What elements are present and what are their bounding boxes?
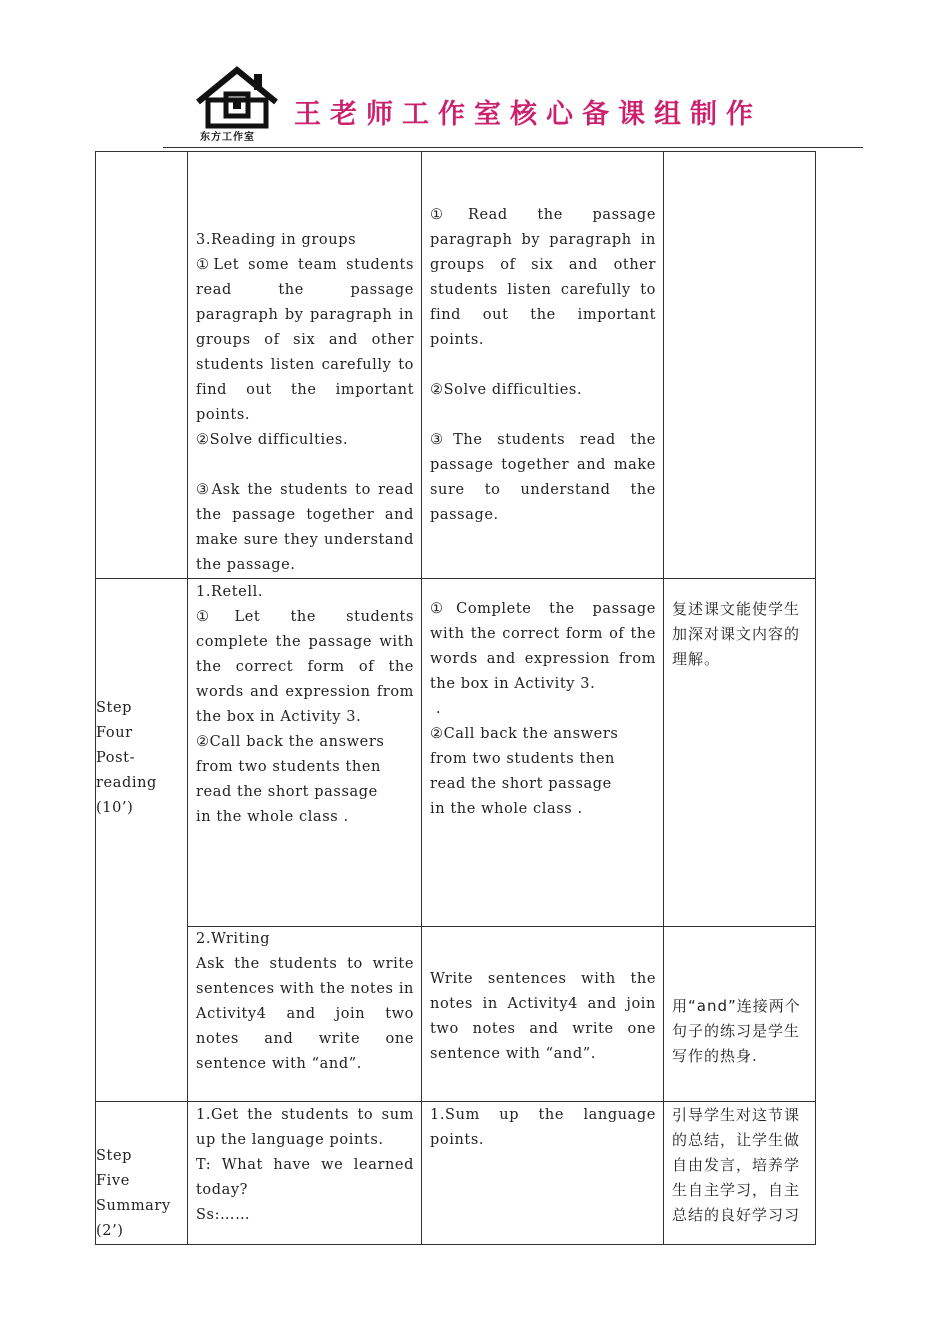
purpose-cell	[664, 579, 816, 927]
banner-title: 王老师工作室核心备课组制作	[294, 99, 762, 130]
activity-item: from two students then	[196, 759, 381, 775]
step-label: Summary	[96, 1198, 171, 1214]
teacher-activity-cell	[188, 927, 422, 1102]
activity-item: Ask the students to write sentences with the notes in Activity4 and join two notes and write one sentence with “and”.	[196, 956, 414, 1072]
table-row-writing	[96, 927, 816, 1102]
teacher-activity-cell	[188, 579, 422, 927]
page-header	[0, 0, 950, 150]
lesson-plan-table	[95, 151, 816, 1245]
table-row-reading	[96, 152, 816, 579]
activity-item: ②Call back the answers	[196, 734, 385, 750]
purpose-text: 引导学生对这节课的总结，让学生做自由发言，培养学生自主学习，自主总结的良好学习习	[672, 1106, 801, 1224]
step-cell	[96, 152, 188, 579]
logo-caption: 东方工作室	[200, 132, 255, 143]
activity-item: read the short passage	[430, 776, 612, 792]
activity-item: 1.Sum up the language points.	[430, 1107, 656, 1148]
step-label: Five	[96, 1173, 130, 1189]
step-label: Four	[96, 725, 133, 741]
activity-item: 1.Get the students to sum up the language points.	[196, 1107, 414, 1148]
student-activity-cell	[422, 927, 664, 1102]
activity-title: 1.Retell.	[196, 584, 264, 600]
purpose-cell	[664, 1102, 816, 1245]
purpose-cell	[664, 927, 816, 1102]
header-divider	[163, 147, 863, 148]
activity-item: ①Let the students complete the passage with the correct form of the words and expression from the box in Activity 3.	[196, 609, 414, 725]
table-row-post-reading	[96, 579, 816, 927]
step-label: Step	[96, 700, 133, 716]
student-activity-cell	[422, 152, 664, 579]
step-cell	[96, 579, 188, 1102]
teacher-activity-cell	[188, 152, 422, 579]
activity-item: T: What have we learned today?	[196, 1157, 414, 1198]
activity-item: ③The students read the passage together and make sure to understand the passage.	[430, 432, 656, 523]
activity-item: ②Solve difficulties.	[196, 432, 349, 448]
step-duration: (10’)	[96, 800, 134, 816]
activity-title: 3.Reading in groups	[196, 232, 357, 248]
activity-item: ③Ask the students to read the passage together and make sure they understand the passage.	[196, 482, 414, 573]
activity-item: ①Complete the passage with the correct form of the words and expression from the box in Activity 3.	[430, 601, 656, 692]
table-row-summary	[96, 1102, 816, 1245]
purpose-text: 复述课文能使学生加深对课文内容的理解。	[672, 600, 801, 668]
activity-item: ②Solve difficulties.	[430, 382, 583, 398]
activity-item: Write sentences with the notes in Activity4 and join two notes and write one sentence with “and”.	[430, 971, 656, 1062]
activity-item: in the whole class .	[430, 801, 583, 817]
student-activity-cell	[422, 1102, 664, 1245]
activity-item: in the whole class .	[196, 809, 349, 825]
teacher-activity-cell	[188, 1102, 422, 1245]
purpose-cell	[664, 152, 816, 579]
activity-item: Ss:……	[196, 1207, 251, 1223]
step-label: Post-	[96, 750, 136, 766]
step-label: reading	[96, 775, 157, 791]
purpose-text: 用“and”连接两个句子的练习是学生写作的热身.	[672, 997, 801, 1065]
step-duration: (2’)	[96, 1223, 124, 1239]
student-activity-cell	[422, 579, 664, 927]
activity-item: ①Read the passage paragraph by paragraph in groups of six and other students listen carefully to find out the important points.	[430, 207, 656, 348]
activity-item: .	[436, 701, 442, 717]
activity-item: ②Call back the answers	[430, 726, 619, 742]
step-label: Step	[96, 1148, 133, 1164]
activity-title: 2.Writing	[196, 931, 271, 947]
activity-item: read the short passage	[196, 784, 378, 800]
step-cell	[96, 1102, 188, 1245]
activity-item: from two students then	[430, 751, 615, 767]
activity-item: ①Let some team students read the passage paragraph by paragraph in groups of six and other students listen carefully to find out the important points.	[196, 257, 414, 423]
